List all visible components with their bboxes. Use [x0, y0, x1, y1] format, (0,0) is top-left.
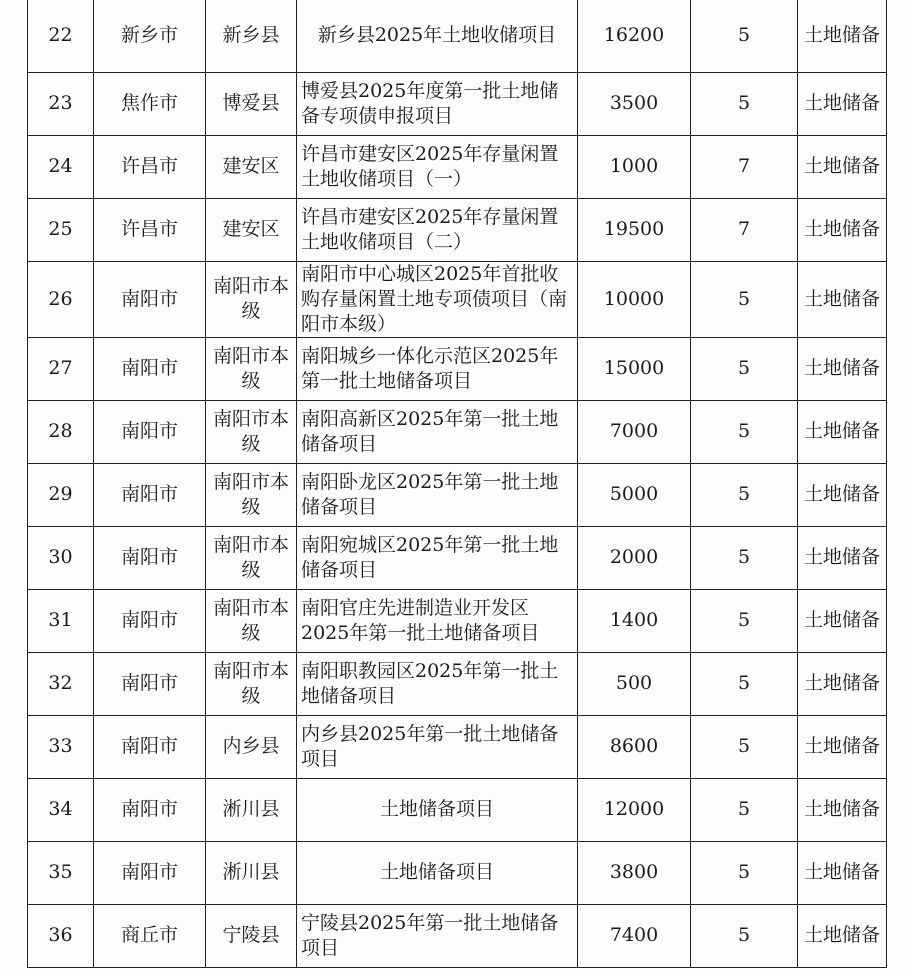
project-name: 南阳高新区2025年第一批土地储备项目 — [301, 407, 559, 455]
project-name: 新乡县2025年土地收储项目 — [317, 24, 557, 47]
project-name: 许昌市建安区2025年存量闲置土地收储项目（一） — [301, 142, 559, 190]
use-cell: 土地储备 — [798, 337, 887, 400]
city-cell: 南阳市 — [94, 337, 206, 400]
amount-cell: 8600 — [578, 715, 691, 778]
amount-cell: 2000 — [578, 526, 691, 589]
term-cell: 5 — [691, 778, 798, 841]
city-cell: 南阳市 — [94, 778, 206, 841]
term-cell: 5 — [691, 841, 798, 904]
project-table-body — [28, 0, 887, 967]
table-row — [28, 463, 887, 526]
project-name-cell — [297, 72, 578, 135]
use-cell: 土地储备 — [798, 589, 887, 652]
amount-cell: 500 — [578, 652, 691, 715]
county-cell: 南阳市本级 — [206, 652, 297, 715]
table-row — [28, 715, 887, 778]
use-cell: 土地储备 — [798, 135, 887, 198]
table-row — [28, 198, 887, 261]
term-cell: 5 — [691, 715, 798, 778]
use-cell: 土地储备 — [798, 463, 887, 526]
term-cell: 5 — [691, 337, 798, 400]
project-name-cell — [297, 652, 578, 715]
use-cell: 土地储备 — [798, 198, 887, 261]
county-cell: 南阳市本级 — [206, 463, 297, 526]
amount-cell: 15000 — [578, 337, 691, 400]
term-cell: 5 — [691, 0, 798, 72]
table-row — [28, 135, 887, 198]
project-name: 南阳市中心城区2025年首批收购存量闲置土地专项债项目（南阳市本级） — [301, 262, 568, 335]
row-number: 29 — [28, 463, 94, 526]
amount-cell: 5000 — [578, 463, 691, 526]
amount-cell: 7000 — [578, 400, 691, 463]
amount-cell: 3800 — [578, 841, 691, 904]
use-cell: 土地储备 — [798, 400, 887, 463]
project-name: 内乡县2025年第一批土地储备项目 — [301, 722, 559, 770]
row-number: 22 — [28, 0, 94, 72]
city-cell: 南阳市 — [94, 463, 206, 526]
use-cell: 土地储备 — [798, 72, 887, 135]
table-row — [28, 841, 887, 904]
table-row — [28, 652, 887, 715]
term-cell: 5 — [691, 463, 798, 526]
city-cell: 商丘市 — [94, 904, 206, 967]
row-number: 23 — [28, 72, 94, 135]
use-cell: 土地储备 — [798, 904, 887, 967]
county-cell: 建安区 — [206, 135, 297, 198]
project-name-cell — [297, 400, 578, 463]
county-cell: 新乡县 — [206, 0, 297, 72]
county-cell: 宁陵县 — [206, 904, 297, 967]
project-name: 博爱县2025年度第一批土地储备专项债申报项目 — [301, 79, 559, 127]
use-cell: 土地储备 — [798, 526, 887, 589]
term-cell: 5 — [691, 589, 798, 652]
project-name: 南阳职教园区2025年第一批土地储备项目 — [301, 659, 559, 707]
city-cell: 许昌市 — [94, 198, 206, 261]
county-cell: 内乡县 — [206, 715, 297, 778]
use-cell: 土地储备 — [798, 778, 887, 841]
amount-cell: 12000 — [578, 778, 691, 841]
table-row — [28, 526, 887, 589]
table-row — [28, 589, 887, 652]
project-name: 南阳宛城区2025年第一批土地储备项目 — [301, 533, 559, 581]
amount-cell: 3500 — [578, 72, 691, 135]
city-cell: 南阳市 — [94, 841, 206, 904]
city-cell: 南阳市 — [94, 526, 206, 589]
project-name-cell — [297, 0, 578, 72]
table-row — [28, 904, 887, 967]
amount-cell: 1400 — [578, 589, 691, 652]
row-number: 24 — [28, 135, 94, 198]
use-cell: 土地储备 — [798, 0, 887, 72]
term-cell: 5 — [691, 261, 798, 337]
city-cell: 南阳市 — [94, 400, 206, 463]
city-cell: 南阳市 — [94, 715, 206, 778]
amount-cell: 16200 — [578, 0, 691, 72]
term-cell: 5 — [691, 904, 798, 967]
term-cell: 7 — [691, 135, 798, 198]
use-cell: 土地储备 — [798, 715, 887, 778]
city-cell: 南阳市 — [94, 652, 206, 715]
project-name-cell — [297, 337, 578, 400]
city-cell: 南阳市 — [94, 261, 206, 337]
project-name-cell — [297, 198, 578, 261]
project-name-cell — [297, 526, 578, 589]
term-cell: 5 — [691, 652, 798, 715]
county-cell: 建安区 — [206, 198, 297, 261]
table-row — [28, 778, 887, 841]
county-cell: 淅川县 — [206, 841, 297, 904]
county-cell: 南阳市本级 — [206, 589, 297, 652]
term-cell: 5 — [691, 72, 798, 135]
amount-cell: 19500 — [578, 198, 691, 261]
row-number: 25 — [28, 198, 94, 261]
row-number: 27 — [28, 337, 94, 400]
amount-cell: 10000 — [578, 261, 691, 337]
city-cell: 南阳市 — [94, 589, 206, 652]
city-cell: 许昌市 — [94, 135, 206, 198]
project-name: 土地储备项目 — [379, 861, 494, 883]
project-name-cell — [297, 261, 578, 337]
city-cell: 焦作市 — [94, 72, 206, 135]
project-name: 宁陵县2025年第一批土地储备项目 — [301, 911, 559, 959]
county-cell: 南阳市本级 — [206, 261, 297, 337]
county-cell: 南阳市本级 — [206, 526, 297, 589]
county-cell: 南阳市本级 — [206, 400, 297, 463]
project-name: 南阳官庄先进制造业开发区2025年第一批土地储备项目 — [301, 596, 540, 644]
project-name-cell — [297, 904, 578, 967]
project-name-cell — [297, 778, 578, 841]
use-cell: 土地储备 — [798, 652, 887, 715]
term-cell: 7 — [691, 198, 798, 261]
term-cell: 5 — [691, 400, 798, 463]
project-name: 南阳城乡一体化示范区2025年第一批土地储备项目 — [301, 344, 559, 392]
row-number: 31 — [28, 589, 94, 652]
project-table — [27, 0, 887, 968]
project-name-cell — [297, 589, 578, 652]
term-cell: 5 — [691, 526, 798, 589]
row-number: 36 — [28, 904, 94, 967]
use-cell: 土地储备 — [798, 841, 887, 904]
table-row — [28, 0, 887, 72]
table-row — [28, 400, 887, 463]
row-number: 32 — [28, 652, 94, 715]
project-name: 许昌市建安区2025年存量闲置土地收储项目（二） — [301, 205, 559, 253]
project-name-cell — [297, 841, 578, 904]
city-cell: 新乡市 — [94, 0, 206, 72]
table-row — [28, 337, 887, 400]
project-name-cell — [297, 463, 578, 526]
row-number: 28 — [28, 400, 94, 463]
row-number: 26 — [28, 261, 94, 337]
table-row — [28, 261, 887, 337]
county-cell: 淅川县 — [206, 778, 297, 841]
project-name: 土地储备项目 — [379, 798, 494, 820]
use-cell: 土地储备 — [798, 261, 887, 337]
row-number: 34 — [28, 778, 94, 841]
county-cell: 南阳市本级 — [206, 337, 297, 400]
amount-cell: 7400 — [578, 904, 691, 967]
project-name-cell — [297, 715, 578, 778]
project-name-cell — [297, 135, 578, 198]
table-row — [28, 72, 887, 135]
project-name: 南阳卧龙区2025年第一批土地储备项目 — [301, 470, 559, 518]
amount-cell: 1000 — [578, 135, 691, 198]
row-number: 30 — [28, 526, 94, 589]
county-cell: 博爱县 — [206, 72, 297, 135]
row-number: 33 — [28, 715, 94, 778]
row-number: 35 — [28, 841, 94, 904]
